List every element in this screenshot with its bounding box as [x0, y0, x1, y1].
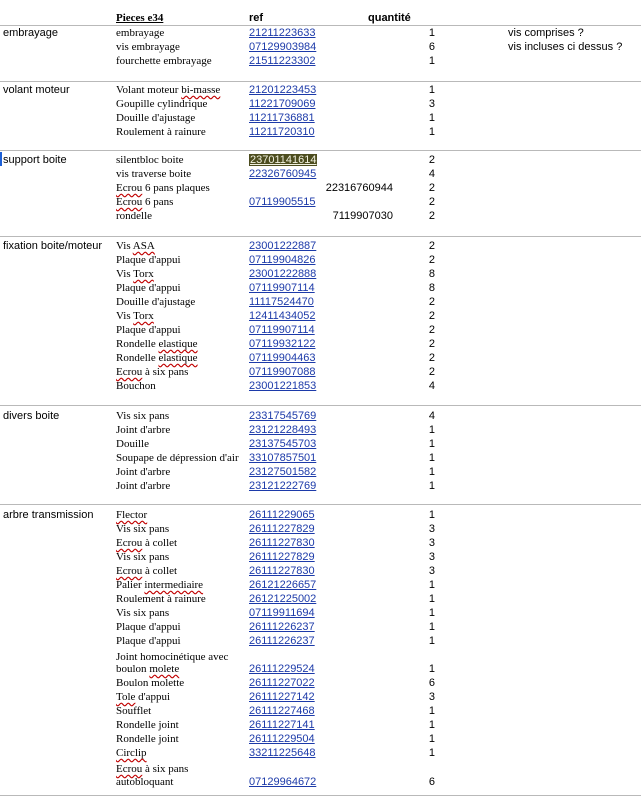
section-label[interactable]: volant moteur — [3, 84, 70, 96]
part-qty[interactable]: 1 — [428, 55, 435, 67]
spellcheck-word: Ecrou — [116, 763, 143, 775]
part-ref[interactable]: 23127501582 — [249, 466, 317, 478]
table-row — [0, 746, 641, 760]
part-ref[interactable]: 33211225648 — [249, 747, 316, 759]
part-name[interactable]: Joint d'arbre — [116, 466, 171, 478]
part-qty[interactable]: 2 — [428, 154, 435, 166]
part-ref[interactable]: 26111227468 — [249, 705, 315, 717]
part-qty[interactable]: 6 — [428, 41, 435, 53]
part-qty[interactable]: 1 — [428, 424, 435, 436]
part-qty[interactable]: 2 — [428, 254, 435, 266]
header-parts-title[interactable]: Pieces e34 — [116, 12, 164, 24]
spellcheck-word: Ecrou — [116, 366, 143, 378]
table-row — [0, 690, 641, 704]
part-ref[interactable]: 26121226657 — [249, 579, 317, 591]
table-row — [0, 465, 641, 479]
part-name-cont[interactable]: boulon molete — [116, 663, 180, 675]
table-row — [0, 267, 641, 281]
part-ref-selected[interactable] — [249, 153, 317, 167]
part-qty[interactable]: 4 — [428, 410, 435, 422]
part-qty[interactable]: 6 — [428, 677, 435, 689]
part-ref[interactable]: 07119905515 — [249, 196, 316, 208]
part-ref[interactable]: 21201223453 — [249, 84, 317, 96]
part-qty[interactable]: 2 — [428, 210, 435, 222]
table-row — [0, 662, 641, 676]
part-name[interactable]: Vis Torx — [116, 310, 154, 322]
header-quantity[interactable]: quantité — [368, 12, 411, 24]
spellcheck-word: Circlip — [116, 747, 147, 759]
part-ref[interactable]: 21511223302 — [249, 55, 316, 67]
part-name[interactable]: Rondelle elastique — [116, 352, 198, 364]
table-row — [0, 676, 641, 690]
table-row — [0, 181, 641, 195]
table-row — [0, 409, 641, 423]
part-ref[interactable]: 26111229065 — [249, 509, 315, 521]
part-qty[interactable]: 1 — [428, 438, 435, 450]
part-qty[interactable]: 1 — [428, 621, 435, 633]
table-row — [0, 775, 641, 789]
part-qty[interactable]: 3 — [428, 691, 435, 703]
part-qty[interactable]: 1 — [428, 480, 435, 492]
part-qty[interactable]: 2 — [428, 352, 435, 364]
spellcheck-word: Flector — [116, 509, 148, 521]
header-ref[interactable]: ref — [249, 12, 264, 24]
table-row — [0, 592, 641, 606]
part-name[interactable]: Bouchon — [116, 380, 156, 392]
table-row — [0, 351, 641, 365]
table-row — [0, 522, 641, 536]
part-name[interactable]: rondelle — [116, 210, 153, 222]
part-name[interactable]: Boulon molette — [116, 677, 185, 689]
table-row — [0, 620, 641, 634]
table-row — [0, 379, 641, 393]
part-qty[interactable]: 1 — [428, 452, 435, 464]
part-name[interactable]: vis traverse boite — [116, 168, 192, 180]
part-ref[interactable]: 21211223633 — [249, 27, 316, 39]
part-ref[interactable]: 23001221853 — [249, 380, 317, 392]
table-row — [0, 209, 641, 223]
note-cell[interactable]: vis incluses ci dessus ? — [508, 41, 623, 53]
table-row — [0, 337, 641, 351]
part-name[interactable]: Plaque d'appui — [116, 635, 181, 647]
spellcheck-word: Ecrou — [116, 565, 143, 577]
table-row — [0, 167, 641, 181]
part-ref[interactable]: 07119904463 — [249, 352, 316, 364]
table-row — [0, 508, 641, 522]
part-qty[interactable]: 3 — [428, 565, 435, 577]
table-row — [0, 295, 641, 309]
spellcheck-word: Tole — [116, 691, 136, 703]
part-ref[interactable]: 26111226237 — [249, 621, 315, 633]
part-qty[interactable]: 2 — [428, 324, 435, 336]
table-row — [0, 536, 641, 550]
table-row — [0, 634, 641, 648]
part-ref[interactable]: 26111229524 — [249, 663, 315, 675]
part-qty[interactable]: 1 — [428, 607, 435, 619]
part-qty[interactable]: 2 — [428, 338, 435, 350]
spellcheck-word: Ecrou — [116, 182, 143, 194]
part-ref[interactable]: 11211720310 — [249, 126, 315, 138]
part-name[interactable]: Ecrou 6 pans — [116, 196, 174, 208]
spellcheck-word: molete — [149, 663, 180, 675]
table-row — [0, 195, 641, 209]
part-ref[interactable]: 07119932122 — [249, 338, 316, 350]
part-name[interactable]: Vis six pans — [116, 523, 170, 535]
part-name[interactable]: Douille — [116, 438, 149, 450]
part-qty[interactable]: 2 — [428, 296, 435, 308]
spellcheck-word: bi-masse — [181, 84, 221, 96]
part-qty[interactable]: 2 — [428, 310, 435, 322]
part-ref[interactable]: 22316760944 — [325, 182, 393, 194]
part-name[interactable] — [116, 746, 147, 760]
part-qty[interactable]: 2 — [428, 366, 435, 378]
table-row — [0, 606, 641, 620]
table-row — [0, 479, 641, 493]
table-row — [0, 125, 641, 139]
part-ref[interactable]: 7119907030 — [332, 210, 393, 222]
part-ref[interactable]: 07119907114 — [249, 282, 315, 294]
part-ref[interactable]: 26111227022 — [249, 677, 315, 689]
part-name[interactable]: silentbloc boite — [116, 154, 184, 166]
part-name[interactable]: Roulement à rainure — [116, 126, 206, 138]
header-row — [0, 11, 641, 25]
table-row — [0, 437, 641, 451]
part-name[interactable]: Ecrou à collet — [116, 565, 178, 577]
part-qty[interactable]: 1 — [428, 27, 435, 39]
part-qty[interactable]: 3 — [428, 537, 435, 549]
part-ref[interactable]: 07129903984 — [249, 41, 317, 53]
part-name[interactable]: Tole d'appui — [116, 691, 171, 703]
part-name[interactable]: Ecrou 6 pans plaques — [116, 182, 210, 194]
part-qty[interactable]: 1 — [428, 663, 435, 675]
part-ref[interactable]: 11211736881 — [249, 112, 315, 124]
part-name[interactable]: Vis ASA — [116, 240, 155, 252]
part-qty[interactable]: 3 — [428, 98, 435, 110]
part-ref[interactable]: 26111226237 — [249, 635, 315, 647]
section-label[interactable]: arbre transmission — [3, 509, 94, 521]
part-qty[interactable]: 1 — [428, 733, 435, 745]
part-name[interactable]: Ecrou à collet — [116, 537, 178, 549]
part-qty[interactable]: 2 — [428, 196, 435, 208]
table-row — [0, 83, 641, 97]
part-name[interactable]: Goupille cylindrique — [116, 98, 208, 110]
table-row — [0, 40, 641, 54]
part-ref[interactable]: 22326760945 — [249, 168, 317, 180]
part-name[interactable]: Plaque d'appui — [116, 254, 181, 266]
part-name-cont[interactable]: autobloquant — [116, 776, 174, 788]
part-qty[interactable]: 2 — [428, 182, 435, 194]
part-ref[interactable]: 26111227830 — [249, 565, 315, 577]
table-row — [0, 578, 641, 592]
note-cell[interactable]: vis comprises ? — [508, 27, 584, 39]
part-name[interactable]: Ecrou à six pans — [116, 366, 189, 378]
part-name[interactable]: Volant moteur bi-masse — [116, 84, 221, 96]
section-label[interactable]: fixation boite/moteur — [3, 240, 103, 252]
spellcheck-word: Torx — [133, 268, 154, 280]
table-row — [0, 423, 641, 437]
part-name[interactable]: Joint homocinétique avec — [116, 651, 229, 663]
part-name[interactable]: Soufflet — [116, 705, 152, 717]
part-name[interactable]: Soupape de dépression d'air — [116, 452, 239, 464]
part-qty[interactable]: 1 — [428, 126, 435, 138]
part-name[interactable]: Plaque d'appui — [116, 621, 181, 633]
part-qty[interactable]: 1 — [428, 509, 435, 521]
part-qty[interactable]: 1 — [428, 579, 435, 591]
part-ref[interactable]: 07119911694 — [249, 607, 315, 619]
part-qty[interactable]: 8 — [428, 282, 435, 294]
part-name[interactable]: fourchette embrayage — [116, 55, 212, 67]
part-name[interactable]: Vis Torx — [116, 268, 154, 280]
part-qty[interactable]: 1 — [428, 466, 435, 478]
part-ref[interactable]: 23001222888 — [249, 268, 317, 280]
table-row — [0, 564, 641, 578]
table-row — [0, 718, 641, 732]
part-qty[interactable]: 3 — [428, 551, 435, 563]
part-qty[interactable]: 8 — [428, 268, 435, 280]
part-name[interactable]: Vis six pans — [116, 410, 170, 422]
part-name[interactable]: Palier intermediaire — [116, 579, 204, 591]
part-name[interactable]: embrayage — [116, 27, 165, 39]
part-qty[interactable]: 4 — [428, 168, 435, 180]
part-name[interactable]: Roulement à rainure — [116, 593, 206, 605]
part-name[interactable]: Rondelle joint — [116, 733, 179, 745]
part-qty[interactable]: 2 — [428, 240, 435, 252]
table-row — [0, 111, 641, 125]
part-name[interactable] — [116, 508, 147, 522]
part-ref[interactable]: 23121222769 — [249, 480, 317, 492]
part-name[interactable]: Vis six pans — [116, 607, 170, 619]
part-ref[interactable]: 26111227829 — [249, 551, 315, 563]
part-qty[interactable]: 1 — [428, 705, 435, 717]
spellcheck-word: Ecrou — [116, 196, 143, 208]
table-row — [0, 704, 641, 718]
part-ref[interactable]: 23137545703 — [249, 438, 317, 450]
spellcheck-word: elastique — [158, 338, 198, 350]
part-name[interactable]: Plaque d'appui — [116, 282, 181, 294]
section-label[interactable]: divers boite — [3, 410, 60, 422]
table-row — [0, 253, 641, 267]
part-name[interactable]: vis embrayage — [116, 41, 180, 53]
part-ref[interactable]: 07119907114 — [249, 324, 315, 336]
table-row — [0, 550, 641, 564]
spellcheck-word: Torx — [133, 310, 154, 322]
part-ref[interactable]: 23001222887 — [249, 240, 317, 252]
part-name[interactable]: Rondelle elastique — [116, 338, 198, 350]
table-row — [0, 365, 641, 379]
part-ref[interactable]: 07129964672 — [249, 776, 317, 788]
part-name[interactable]: Joint d'arbre — [116, 424, 171, 436]
table-row — [0, 153, 641, 167]
part-ref[interactable]: 11117524470 — [249, 296, 314, 308]
part-name[interactable]: Rondelle joint — [116, 719, 179, 731]
table-row — [0, 54, 641, 68]
part-name[interactable]: Joint d'arbre — [116, 480, 171, 492]
table-row — [0, 762, 641, 776]
section-label[interactable]: embrayage — [3, 27, 59, 39]
section-label[interactable]: support boite — [3, 154, 67, 166]
table-row — [0, 239, 641, 253]
part-name[interactable]: Ecrou à six pans — [116, 763, 189, 775]
part-ref[interactable]: 26111227829 — [249, 523, 315, 535]
part-name[interactable]: Douille d'ajustage — [116, 112, 196, 124]
table-row — [0, 281, 641, 295]
part-qty[interactable]: 1 — [428, 84, 435, 96]
part-qty[interactable]: 3 — [428, 523, 435, 535]
part-name[interactable]: Douille d'ajustage — [116, 296, 196, 308]
spellcheck-word: Ecrou — [116, 537, 143, 549]
part-qty[interactable]: 4 — [428, 380, 435, 392]
selected-cell[interactable]: 23701141614 — [250, 154, 317, 166]
spellcheck-word: ASA — [132, 240, 155, 252]
table-row — [0, 323, 641, 337]
spellcheck-word: elastique — [158, 352, 198, 364]
part-qty[interactable]: 1 — [428, 719, 435, 731]
table-row — [0, 26, 641, 40]
part-ref[interactable]: 26111227141 — [249, 719, 315, 731]
part-ref[interactable]: 07119907088 — [249, 366, 316, 378]
part-name[interactable]: Vis six pans — [116, 551, 170, 563]
part-ref[interactable]: 07119904826 — [249, 254, 316, 266]
part-qty[interactable]: 6 — [428, 776, 435, 788]
part-ref[interactable]: 26111227830 — [249, 537, 315, 549]
part-name[interactable]: Plaque d'appui — [116, 324, 181, 336]
part-qty[interactable]: 1 — [428, 112, 435, 124]
part-ref[interactable]: 12411434052 — [249, 310, 316, 322]
part-qty[interactable]: 1 — [428, 593, 435, 605]
part-ref[interactable]: 23121228493 — [249, 424, 317, 436]
table-row — [0, 732, 641, 746]
part-ref[interactable]: 26111227142 — [249, 691, 315, 703]
part-ref[interactable]: 26111229504 — [249, 733, 315, 745]
part-qty[interactable]: 1 — [428, 635, 435, 647]
table-row — [0, 451, 641, 465]
part-ref[interactable]: 33107857501 — [249, 452, 317, 464]
part-qty[interactable]: 1 — [428, 747, 435, 759]
table-row — [0, 309, 641, 323]
part-ref[interactable]: 23317545769 — [249, 410, 317, 422]
table-row — [0, 97, 641, 111]
part-ref[interactable]: 26121225002 — [249, 593, 317, 605]
spellcheck-word: intermediaire — [144, 579, 204, 591]
part-ref[interactable]: 11221709069 — [249, 98, 316, 110]
